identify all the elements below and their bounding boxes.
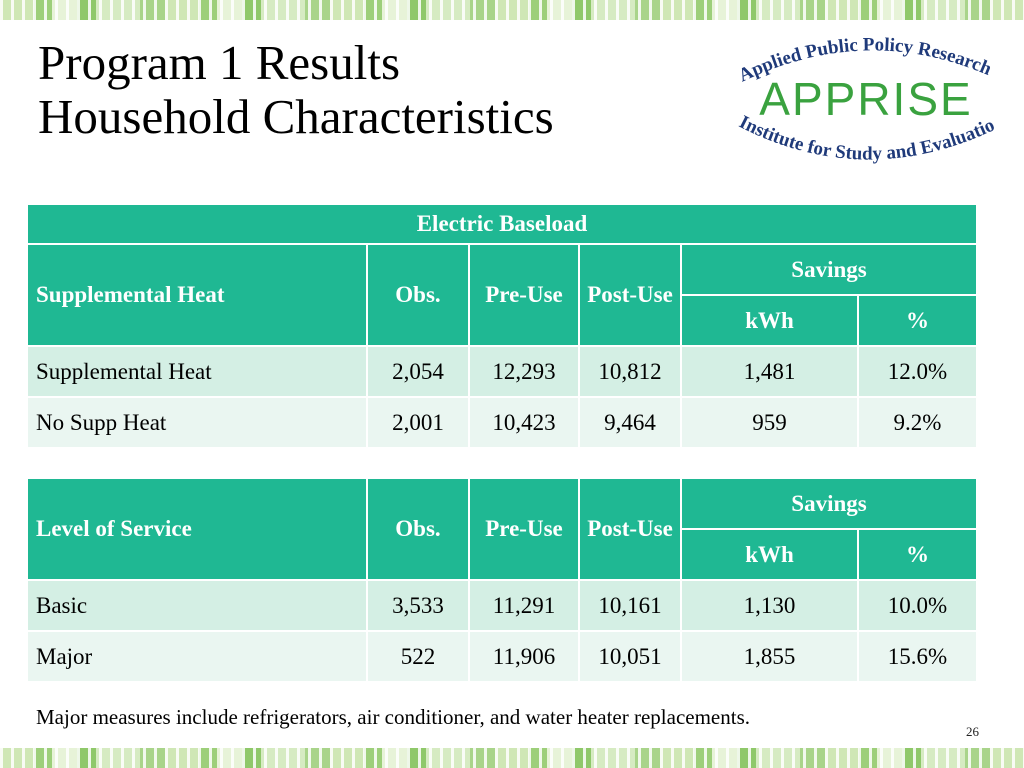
column-header-percent: % <box>859 296 976 345</box>
cell-savings-kwh: 1,481 <box>682 347 857 396</box>
cell-post-use: 10,051 <box>580 632 680 681</box>
table-row <box>28 347 976 396</box>
cell-savings-percent: 10.0% <box>859 581 976 630</box>
column-header-kwh: kWh <box>682 530 857 579</box>
cell-savings-percent: 15.6% <box>859 632 976 681</box>
bottom-decorative-border <box>0 748 1024 768</box>
column-header-obs: Obs. <box>368 479 468 579</box>
cell-pre-use: 12,293 <box>470 347 578 396</box>
row-label: No Supp Heat <box>28 398 366 447</box>
apprise-logo <box>720 24 1012 184</box>
cell-pre-use: 10,423 <box>470 398 578 447</box>
column-header-savings: Savings <box>682 245 976 294</box>
row-label: Supplemental Heat <box>28 347 366 396</box>
slide-title <box>38 36 554 144</box>
cell-obs: 3,533 <box>368 581 468 630</box>
table-banner: Electric Baseload <box>28 205 976 243</box>
cell-post-use: 10,161 <box>580 581 680 630</box>
cell-post-use: 10,812 <box>580 347 680 396</box>
column-header-post-use: Post-Use <box>580 245 680 345</box>
cell-savings-percent: 12.0% <box>859 347 976 396</box>
table-row <box>28 632 976 681</box>
table-row <box>28 398 976 447</box>
cell-savings-percent: 9.2% <box>859 398 976 447</box>
column-header-label: Supplemental Heat <box>28 245 366 345</box>
column-header-post-use: Post-Use <box>580 479 680 579</box>
column-header-percent: % <box>859 530 976 579</box>
cell-savings-kwh: 959 <box>682 398 857 447</box>
cell-pre-use: 11,906 <box>470 632 578 681</box>
column-header-obs: Obs. <box>368 245 468 345</box>
column-header-pre-use: Pre-Use <box>470 479 578 579</box>
cell-obs: 2,054 <box>368 347 468 396</box>
logo-wordmark: APPRISE <box>759 73 973 125</box>
logo-top-arc-text: Applied Public Policy Research <box>735 34 995 87</box>
top-decorative-border <box>0 0 1024 20</box>
cell-obs: 522 <box>368 632 468 681</box>
row-label: Major <box>28 632 366 681</box>
table-row <box>28 581 976 630</box>
cell-post-use: 9,464 <box>580 398 680 447</box>
logo-bottom-arc-text: Institute for Study and Evaluatio <box>735 111 998 165</box>
supplemental-heat-table <box>26 203 978 449</box>
slide-title-line-1: Program 1 Results <box>38 35 401 90</box>
column-header-savings: Savings <box>682 479 976 528</box>
column-header-label: Level of Service <box>28 479 366 579</box>
column-header-pre-use: Pre-Use <box>470 245 578 345</box>
footnote: Major measures include refrigerators, air conditioner, and water heater replacements. <box>36 705 750 729</box>
page-number: 26 <box>966 724 979 739</box>
level-of-service-table <box>26 477 978 683</box>
cell-savings-kwh: 1,855 <box>682 632 857 681</box>
cell-obs: 2,001 <box>368 398 468 447</box>
column-header-kwh: kWh <box>682 296 857 345</box>
row-label: Basic <box>28 581 366 630</box>
slide-title-line-2: Household Characteristics <box>38 89 554 144</box>
cell-savings-kwh: 1,130 <box>682 581 857 630</box>
cell-pre-use: 11,291 <box>470 581 578 630</box>
